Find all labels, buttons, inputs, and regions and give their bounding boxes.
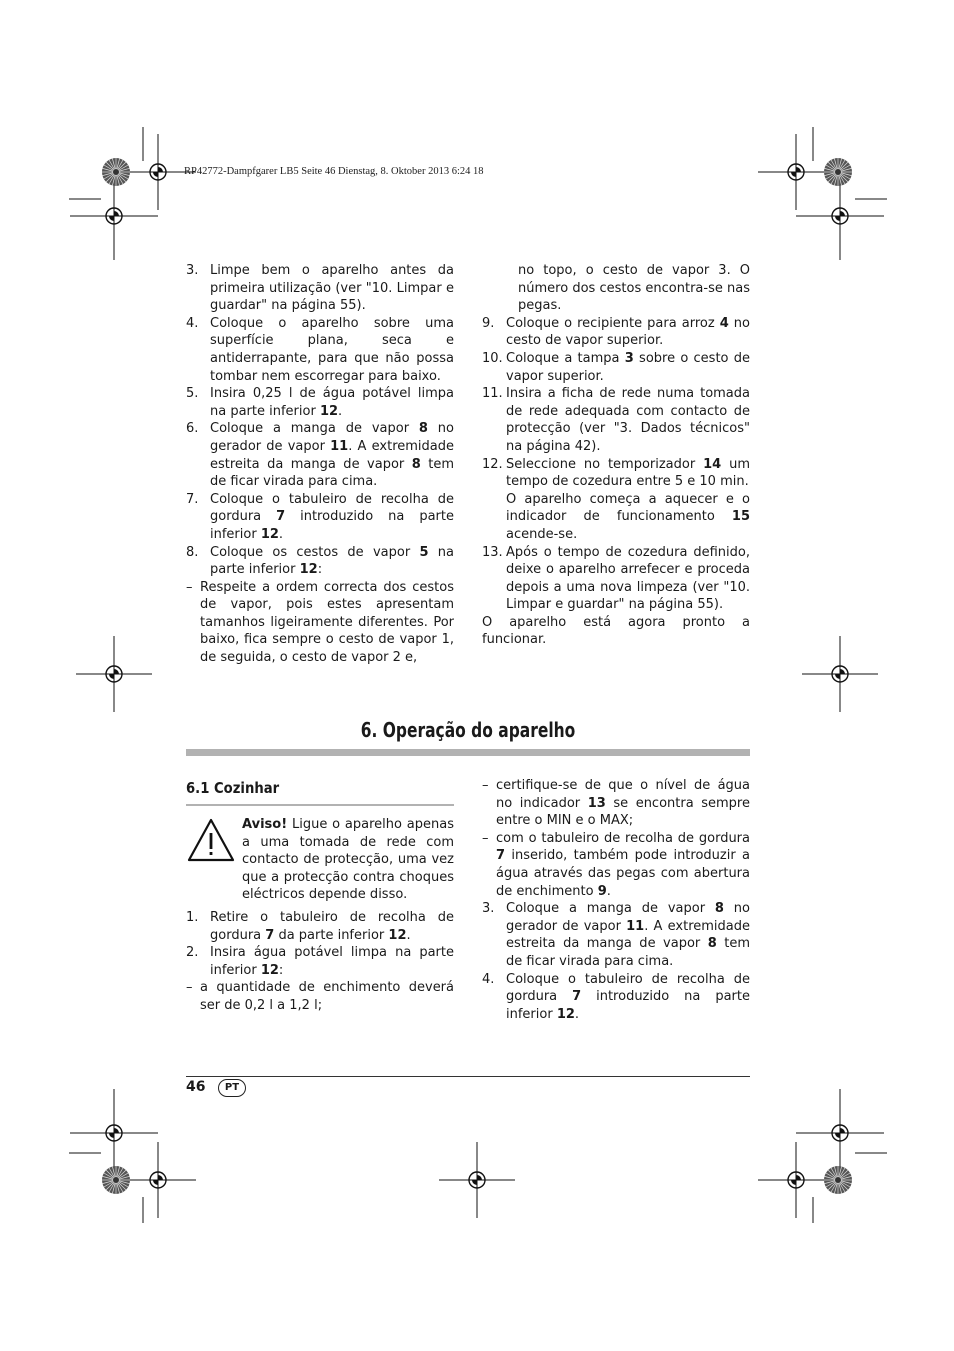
list-item: 3. Limpe bem o aparelho antes da primeira utilização (ver "10. Limpar e guardar" na página 55). <box>186 263 454 314</box>
section-title: 6. Operação do aparelho <box>360 718 576 742</box>
warning-text: Ligue o aparelho apenas a uma tomada de rede com contacto de protecção, uma vez que a protecção contra choques eléctricos depende disso. <box>242 817 454 903</box>
crosshair-mark-icon <box>120 1142 196 1218</box>
trim-line <box>854 1152 888 1154</box>
trim-line <box>812 1196 814 1224</box>
trim-line <box>854 198 888 200</box>
page-number: 46 <box>186 1079 206 1095</box>
column-2 <box>482 262 750 649</box>
sub-list-item: – com o tabuleiro de recolha de gordura 7 inserido, também pode introduzir a água através das pegas com abertura de enchimento 9. <box>482 830 750 899</box>
warning-label: Aviso! <box>242 817 288 832</box>
closing-text: O aparelho está agora pronto a funcionar. <box>482 614 750 648</box>
list-item: 4. Coloque o aparelho sobre uma superfície plana, seca e antiderrapante, para que não possa tombar nem escorregar para baixo. <box>186 315 454 384</box>
color-bar-rosette-icon <box>823 1165 853 1195</box>
crosshair-mark-icon <box>439 1142 515 1218</box>
list-item: 9. Coloque o recipiente para arroz 4 no cesto de vapor superior. <box>482 315 750 349</box>
list-item-note: O aparelho começa a aquecer e o indicador de funcionamento 15 acende-se. <box>506 491 750 542</box>
continued-text: no topo, o cesto de vapor 3. O número dos cestos encontra-se nas pegas. <box>518 263 750 314</box>
column-1 <box>186 262 454 667</box>
trim-line <box>68 198 102 200</box>
sub-list-item: – certifique-se de que o nível de água no indicador 13 se encontra sempre entre o MIN e o MAX; <box>482 778 750 829</box>
list-item: 10. Coloque a tampa 3 sobre o cesto de vapor superior. <box>482 350 750 384</box>
list-item: 13. Após o tempo de cozedura definido, deixe o aparelho arrefecer e proceda depois a uma nova limpeza (ver "10. Limpar e guardar" na página 55). <box>482 544 750 613</box>
list-item: 1. Retire o tabuleiro de recolha de gordura 7 da parte inferior 12. <box>186 910 454 943</box>
warning-block <box>242 816 454 904</box>
sub-list-item: – Respeite a ordem correcta dos cestos de vapor, pois estes apresentam tamanhos ligeiramente diferentes. Por baixo, fica sempre o cesto de vapor 1, de seguida, o cesto de vapor 2 e, <box>186 579 454 666</box>
color-bar-rosette-icon <box>101 157 131 187</box>
list-item: 5. Insira 0,25 l de água potável limpa na parte inferior 12. <box>186 386 454 419</box>
subsection-underline <box>186 804 454 806</box>
print-header: RP42772-Dampfgarer LB5 Seite 46 Dienstag, 8. Oktober 2013 6:24 18 <box>184 166 484 177</box>
warning-triangle-icon <box>186 817 236 863</box>
color-bar-rosette-icon <box>823 157 853 187</box>
trim-line <box>142 126 144 162</box>
subsection-title: 6.1 Cozinhar <box>186 779 280 797</box>
list-item: 3. Coloque a manga de vapor 8 no gerador de vapor 11. A extremidade estreita da manga de vapor 8 tem de ficar virada para cima. <box>482 901 751 969</box>
crosshair-mark-icon <box>76 636 152 712</box>
trim-line <box>68 1152 102 1154</box>
language-badge: PT <box>218 1079 246 1097</box>
list-item: 6. Coloque a manga de vapor 8 no gerador de vapor 11. A extremidade estreita da manga de vapor 8 tem de ficar virada para cima. <box>186 421 455 490</box>
list-item: 8. Coloque os cestos de vapor 5 na parte inferior 12: <box>186 544 454 578</box>
color-bar-rosette-icon <box>101 1165 131 1195</box>
sub-list-item: – a quantidade de enchimento deverá ser de 0,2 l a 1,2 l; <box>186 980 454 1013</box>
trim-line <box>142 1196 144 1224</box>
crosshair-mark-icon <box>802 636 878 712</box>
list-item: 7. Coloque o tabuleiro de recolha de gordura 7 introduzido na parte inferior 12. <box>186 491 454 542</box>
section-title-bar <box>186 749 750 756</box>
list-item: 12. Seleccione no temporizador 14 um tempo de cozedura entre 5 e 10 min. <box>482 456 750 490</box>
list-item: 4. Coloque o tabuleiro de recolha de gordura 7 introduzido na parte inferior 12. <box>482 971 750 1022</box>
list-item: 11. Insira a ficha de rede numa tomada de rede adequada com contacto de protecção (ver "3. Dados técnicos" na página 42). <box>482 386 750 454</box>
column-4 <box>482 777 750 1023</box>
footer-rule <box>186 1076 750 1077</box>
column-3 <box>186 909 454 1015</box>
trim-line <box>812 126 814 162</box>
list-item: 2. Insira água potável limpa na parte inferior 12: <box>186 945 454 978</box>
